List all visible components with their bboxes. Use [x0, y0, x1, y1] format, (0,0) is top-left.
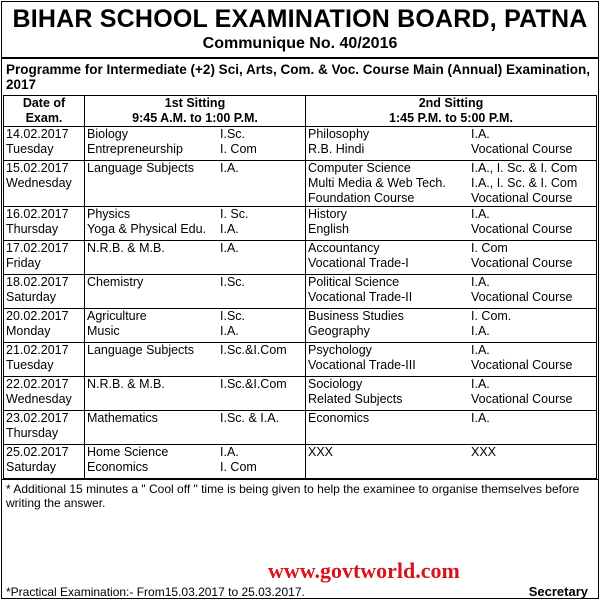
course-stream: I.Sc. — [220, 309, 246, 323]
exam-day: Tuesday — [6, 142, 54, 156]
date-cell — [4, 309, 85, 343]
first-sitting-label: 1st Sitting — [164, 96, 226, 110]
course-stream: I. Com — [471, 241, 508, 255]
subject-name: Mathematics — [87, 411, 158, 425]
exam-date: 22.02.2017 — [6, 377, 69, 391]
exam-date: 15.02.2017 — [6, 161, 69, 175]
date-cell — [4, 377, 85, 411]
table-row — [4, 161, 597, 207]
subject-name: Economics — [308, 411, 370, 425]
course-stream: Vocational Course — [471, 222, 573, 236]
subject-name: English — [308, 222, 349, 236]
second-sitting-cell — [306, 445, 597, 479]
exam-date: 18.02.2017 — [6, 275, 69, 289]
exam-date: 20.02.2017 — [6, 309, 69, 323]
subject-line — [87, 377, 303, 392]
subject-line — [308, 392, 594, 407]
exam-date: 17.02.2017 — [6, 241, 69, 255]
first-sitting-cell — [85, 445, 306, 479]
subject-line — [308, 275, 594, 290]
table-row — [4, 343, 597, 377]
programme-title: Programme for Intermediate (+2) Sci, Arts, Com. & Voc. Course Main (Annual) Examination, 2017 — [2, 57, 598, 92]
second-sitting-cell — [306, 241, 597, 275]
practical-exam-note: *Practical Examination:- From15.03.2017 to 25.03.2017. — [6, 585, 305, 599]
exam-day: Wednesday — [6, 392, 72, 406]
subject-line — [308, 343, 594, 358]
subject-line — [308, 290, 594, 305]
date-cell — [4, 445, 85, 479]
exam-date: 23.02.2017 — [6, 411, 69, 425]
date-cell — [4, 411, 85, 445]
board-title: BIHAR SCHOOL EXAMINATION BOARD, PATNA — [12, 5, 588, 33]
course-stream: I. Com — [220, 142, 257, 156]
subject-line — [308, 324, 594, 339]
subject-line — [308, 176, 594, 191]
subject-name: N.R.B. & M.B. — [87, 377, 165, 391]
table-row — [4, 445, 597, 479]
subject-name: Home Science — [87, 445, 169, 459]
second-sitting-cell — [306, 411, 597, 445]
subject-line — [308, 241, 594, 256]
subject-name: Multi Media & Web Tech. — [308, 176, 446, 190]
subject-name: Business Studies — [308, 309, 404, 323]
subject-name: Sociology — [308, 377, 363, 391]
subject-name: N.R.B. & M.B. — [87, 241, 165, 255]
exam-day: Friday — [6, 256, 41, 270]
subject-name: Biology — [87, 127, 128, 141]
subject-name: History — [308, 207, 347, 221]
exam-day: Thursday — [6, 426, 59, 440]
table-row — [4, 275, 597, 309]
subject-line — [87, 309, 303, 324]
date-cell — [4, 275, 85, 309]
subject-name: Political Science — [308, 275, 400, 289]
course-stream: I.A. — [220, 241, 239, 255]
subject-line — [87, 127, 303, 142]
course-stream: I.A. — [220, 161, 239, 175]
subject-line — [308, 207, 594, 222]
course-stream: I.Sc.&I.Com — [220, 377, 287, 391]
first-sitting-cell — [85, 275, 306, 309]
course-stream: I.A. — [471, 207, 490, 221]
exam-date: 25.02.2017 — [6, 445, 69, 459]
subject-line — [308, 445, 594, 460]
subject-name: Physics — [87, 207, 131, 221]
subject-line — [87, 142, 303, 157]
subject-line — [308, 191, 594, 206]
subject-line — [87, 222, 303, 237]
subject-line — [308, 161, 594, 176]
course-stream: Vocational Course — [471, 358, 573, 372]
first-sitting-cell — [85, 161, 306, 207]
subject-name: Geography — [308, 324, 370, 338]
subject-name: R.B. Hindi — [308, 142, 365, 156]
subject-name: Computer Science — [308, 161, 411, 175]
subject-name: Language Subjects — [87, 161, 195, 175]
subject-name: Economics — [87, 460, 149, 474]
subject-line — [87, 343, 303, 358]
date-cell — [4, 343, 85, 377]
course-stream: I.A. — [471, 343, 490, 357]
course-stream: I.A. — [471, 127, 490, 141]
table-row — [4, 377, 597, 411]
second-sitting-cell — [306, 309, 597, 343]
schedule-body — [4, 127, 597, 479]
communique-number: Communique No. 40/2016 — [202, 35, 398, 52]
subject-name: Yoga & Physical Edu. — [87, 222, 207, 236]
first-sitting-cell — [85, 241, 306, 275]
course-stream: I. Com. — [471, 309, 512, 323]
course-stream: I.Sc.&I.Com — [220, 343, 287, 357]
table-row — [4, 207, 597, 241]
subject-name: Agriculture — [87, 309, 147, 323]
subject-line — [308, 222, 594, 237]
subject-line — [87, 411, 303, 426]
first-sitting-cell — [85, 343, 306, 377]
exam-notice — [1, 1, 599, 599]
course-stream: I.A. — [471, 324, 490, 338]
course-stream: I. Com — [220, 460, 257, 474]
subject-line — [87, 207, 303, 222]
subject-name: Foundation Course — [308, 191, 415, 205]
subject-line — [87, 161, 303, 176]
subject-line — [87, 275, 303, 290]
course-stream: Vocational Course — [471, 142, 573, 156]
course-stream: I.A. — [471, 411, 490, 425]
course-stream: I.A. — [220, 445, 239, 459]
course-stream: Vocational Course — [471, 256, 573, 270]
course-stream: I.Sc. — [220, 275, 246, 289]
subject-name: Vocational Trade-II — [308, 290, 413, 304]
exam-day: Thursday — [6, 222, 59, 236]
table-row — [4, 411, 597, 445]
course-stream: XXX — [471, 445, 497, 459]
signatory: Secretary — [528, 584, 588, 599]
subject-name: Psychology — [308, 343, 372, 357]
second-sitting-cell — [306, 161, 597, 207]
exam-date: 21.02.2017 — [6, 343, 69, 357]
exam-day: Monday — [6, 324, 51, 338]
course-stream: I.A. — [220, 324, 239, 338]
subject-name: Philosophy — [308, 127, 370, 141]
first-sitting-cell — [85, 377, 306, 411]
date-column-header: Date of Exam. — [4, 96, 85, 127]
subject-line — [308, 411, 594, 426]
date-cell — [4, 207, 85, 241]
first-sitting-cell — [85, 207, 306, 241]
subject-name: Vocational Trade-III — [308, 358, 416, 372]
course-stream: I.A. — [220, 222, 239, 236]
first-sitting-cell — [85, 127, 306, 161]
second-sitting-cell — [306, 343, 597, 377]
subject-name: Accountancy — [308, 241, 380, 255]
course-stream: Vocational Course — [471, 290, 573, 304]
exam-day: Saturday — [6, 290, 57, 304]
second-sitting-cell — [306, 127, 597, 161]
subject-name: Music — [87, 324, 120, 338]
table-header-row — [4, 96, 597, 127]
exam-day: Wednesday — [6, 176, 72, 190]
second-sitting-label: 2nd Sitting — [418, 96, 484, 110]
first-sitting-header — [85, 96, 306, 127]
subject-name: Vocational Trade-I — [308, 256, 409, 270]
exam-day: Saturday — [6, 460, 57, 474]
subject-name: Chemistry — [87, 275, 144, 289]
second-sitting-time: 1:45 P.M. to 5:00 P.M. — [389, 111, 513, 125]
footer-note: * Additional 15 minutes a " Cool off " time is being given to help the examinee to organise themselves before writing the answer. — [2, 479, 598, 510]
subject-line — [308, 127, 594, 142]
date-cell — [4, 161, 85, 207]
subject-line — [308, 377, 594, 392]
course-stream: Vocational Course — [471, 191, 573, 205]
second-sitting-header — [306, 96, 597, 127]
first-sitting-cell — [85, 309, 306, 343]
course-stream: Vocational Course — [471, 392, 573, 406]
subject-line — [308, 142, 594, 157]
table-row — [4, 241, 597, 275]
exam-schedule-table — [3, 95, 597, 479]
subject-line — [87, 324, 303, 339]
subject-line — [308, 256, 594, 271]
course-stream: I.A. — [471, 377, 490, 391]
exam-date: 16.02.2017 — [6, 207, 69, 221]
exam-date: 14.02.2017 — [6, 127, 69, 141]
course-stream: I.A., I. Sc. & I. Com — [471, 161, 578, 175]
table-row — [4, 127, 597, 161]
date-cell — [4, 127, 85, 161]
table-row — [4, 309, 597, 343]
subject-line — [308, 309, 594, 324]
second-sitting-cell — [306, 275, 597, 309]
first-sitting-time: 9:45 A.M. to 1:00 P.M. — [132, 111, 258, 125]
second-sitting-cell — [306, 377, 597, 411]
first-sitting-cell — [85, 411, 306, 445]
subject-name: Language Subjects — [87, 343, 195, 357]
subject-name: Entrepreneurship — [87, 142, 183, 156]
date-cell — [4, 241, 85, 275]
course-stream: I.A. — [471, 275, 490, 289]
course-stream: I.Sc. & I.A. — [220, 411, 280, 425]
subject-line — [87, 445, 303, 460]
subject-line — [87, 241, 303, 256]
subject-name: XXX — [308, 445, 334, 459]
subject-name: Related Subjects — [308, 392, 403, 406]
watermark: www.govtworld.com — [268, 558, 460, 583]
subject-line — [87, 460, 303, 475]
course-stream: I.A., I. Sc. & I. Com — [471, 176, 578, 190]
second-sitting-cell — [306, 207, 597, 241]
course-stream: I.Sc. — [220, 127, 246, 141]
exam-day: Tuesday — [6, 358, 54, 372]
subject-line — [308, 358, 594, 373]
course-stream: I. Sc. — [220, 207, 249, 221]
